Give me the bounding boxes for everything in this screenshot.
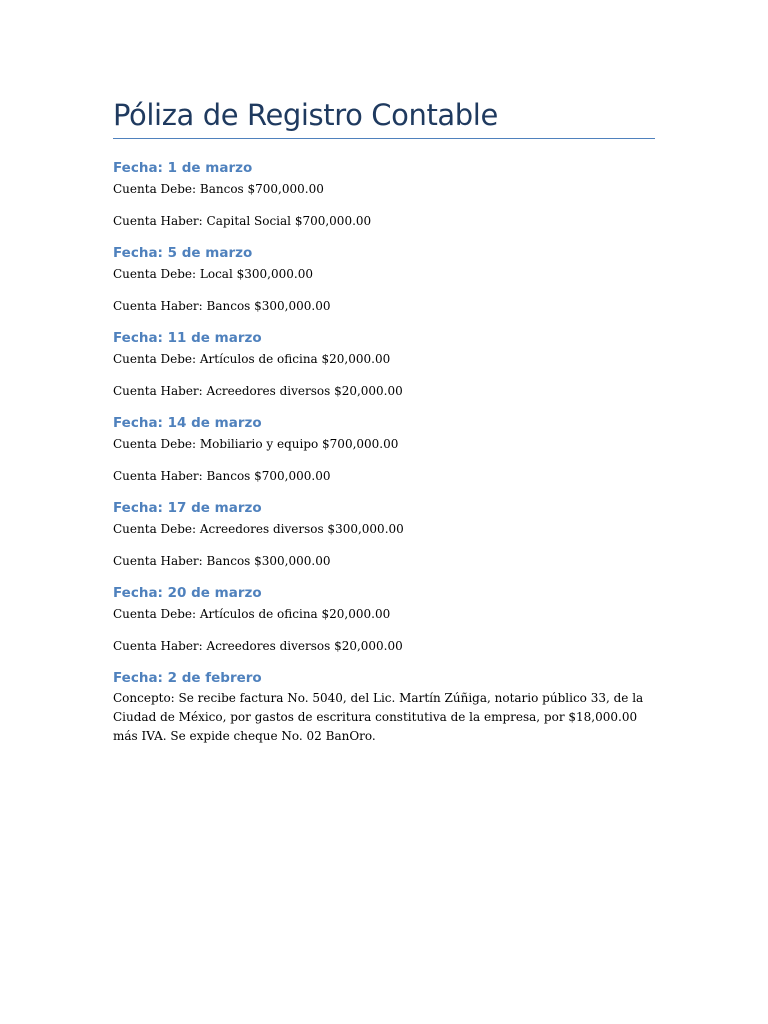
credit-line: Cuenta Haber: Bancos $300,000.00 <box>113 299 331 313</box>
title-underline <box>113 138 655 139</box>
journal-entry <box>113 157 655 231</box>
entry-date-heading: Fecha: 1 de marzo <box>113 160 253 176</box>
credit-line: Cuenta Haber: Acreedores diversos $20,000.00 <box>113 384 403 398</box>
debit-line: Cuenta Debe: Mobiliario y equipo $700,000.00 <box>113 437 399 451</box>
debit-line: Cuenta Debe: Acreedores diversos $300,000.00 <box>113 522 404 536</box>
debit-line: Cuenta Debe: Local $300,000.00 <box>113 267 313 281</box>
entry-date-heading: Fecha: 14 de marzo <box>113 415 262 431</box>
journal-entry <box>113 327 655 401</box>
debit-line: Cuenta Debe: Artículos de oficina $20,000.00 <box>113 607 391 621</box>
entry-date-heading: Fecha: 20 de marzo <box>113 585 262 601</box>
document-body <box>113 92 655 746</box>
entry-date-heading: Fecha: 2 de febrero <box>113 670 262 686</box>
concepto-paragraph: Concepto: Se recibe factura No. 5040, del Lic. Martín Zúñiga, notario público 33, de la Ciudad de México, por gastos de escritura constitutiva de la empresa, por $18,000.00 más IVA. Se expide cheque No. 02 BanOro. <box>113 691 644 743</box>
credit-line: Cuenta Haber: Capital Social $700,000.00 <box>113 214 372 228</box>
entry-date-heading: Fecha: 17 de marzo <box>113 500 262 516</box>
journal-entry <box>113 242 655 316</box>
credit-line: Cuenta Haber: Acreedores diversos $20,000.00 <box>113 639 403 653</box>
entry-date-heading: Fecha: 11 de marzo <box>113 330 262 346</box>
journal-entry <box>113 412 655 486</box>
entry-date-heading: Fecha: 5 de marzo <box>113 245 253 261</box>
journal-entry <box>113 582 655 656</box>
journal-entry-concepto <box>113 667 655 746</box>
document-title: Póliza de Registro Contable <box>113 98 498 132</box>
journal-entry <box>113 497 655 571</box>
credit-line: Cuenta Haber: Bancos $300,000.00 <box>113 554 331 568</box>
debit-line: Cuenta Debe: Bancos $700,000.00 <box>113 182 324 196</box>
debit-line: Cuenta Debe: Artículos de oficina $20,000.00 <box>113 352 391 366</box>
credit-line: Cuenta Haber: Bancos $700,000.00 <box>113 469 331 483</box>
